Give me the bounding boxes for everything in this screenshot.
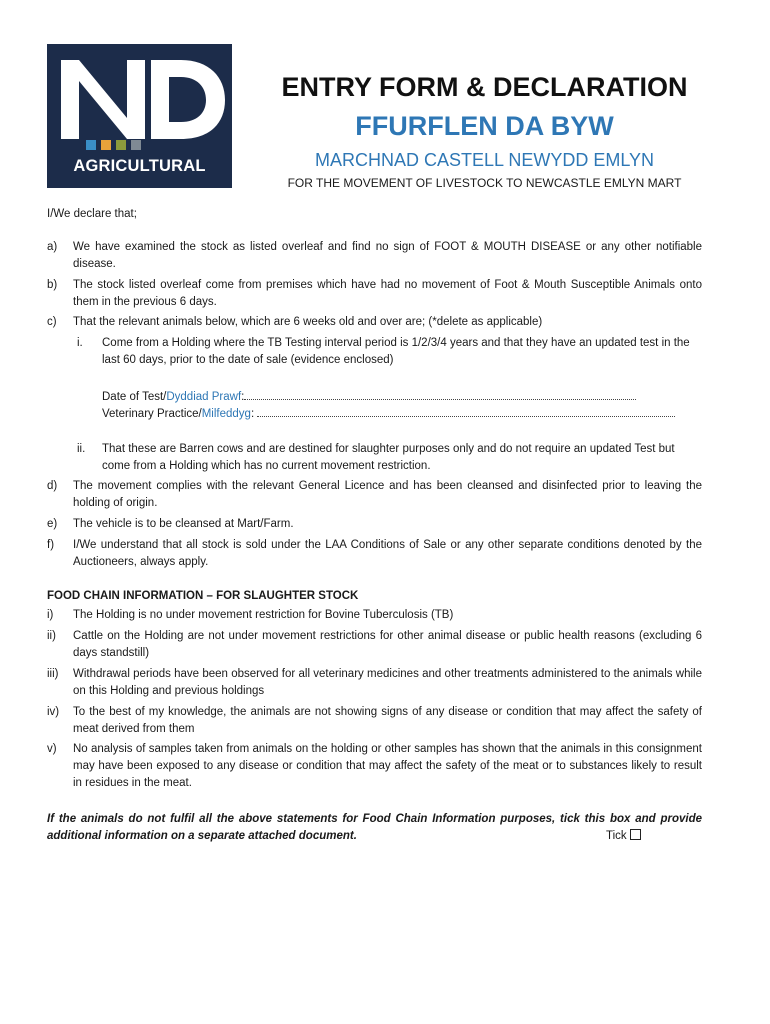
item-text: We have examined the stock as listed overleaf and find no sign of FOOT & MOUTH DISEASE or any other notifiable disease. — [73, 241, 702, 270]
item-text: Cattle on the Holding are not under movement restrictions for other animal disease or public health reasons (excluding 6 days standstill) — [73, 630, 702, 659]
date-of-test-label: Date of Test/ — [102, 391, 167, 403]
sub-item-label: i. — [77, 337, 83, 349]
nd-agricultural-logo — [47, 44, 232, 188]
declaration-intro: I/We declare that; — [47, 208, 137, 220]
item-text: That the relevant animals below, which are 6 weeks old and over are; (*delete as applicable) — [73, 316, 543, 328]
veterinary-practice-label: Veterinary Practice/ — [102, 408, 202, 420]
logo-square-blue — [86, 140, 96, 150]
item-label: c) — [47, 316, 57, 328]
logo-text: AGRICULTURAL — [73, 157, 206, 175]
item-label: f) — [47, 539, 55, 551]
item-label: iv) — [47, 706, 60, 718]
item-label: e) — [47, 518, 58, 530]
item-label: v) — [47, 743, 57, 755]
form-title-welsh: FFURFLEN DA BYW — [355, 111, 614, 141]
logo-square-orange — [101, 140, 111, 150]
sub-item-label: ii. — [77, 443, 86, 455]
item-text: I/We understand that all stock is sold under the LAA Conditions of Sale or any other separate conditions denoted by the Auctioneers, always apply. — [73, 539, 702, 568]
sub-item-text: That these are Barren cows and are destined for slaughter purposes only and do not require an updated Test but come from a Holding which has no current movement restriction. — [102, 443, 675, 472]
item-text: Withdrawal periods have been observed for all veterinary medicines and other treatments administered to the animals while on this Holding and previous holdings — [73, 668, 702, 697]
logo-square-green — [116, 140, 126, 150]
veterinary-practice-line[interactable] — [257, 405, 675, 417]
checkbox-icon[interactable] — [630, 829, 641, 840]
form-subtitle: FOR THE MOVEMENT OF LIVESTOCK TO NEWCASTLE EMLYN MART — [287, 176, 682, 190]
item-text: The movement complies with the relevant General Licence and has been cleansed and disinfected prior to leaving the holding of origin. — [73, 480, 702, 509]
item-text: No analysis of samples taken from animals on the holding or other samples has shown that the animals in this consignment may have been exposed to any disease or condition that may affect the safety of the meat or to substances likely to result in residues in the meat. — [73, 743, 702, 789]
item-label: ii) — [47, 630, 56, 642]
colon: : — [250, 408, 255, 420]
veterinary-practice-field[interactable] — [102, 405, 675, 423]
veterinary-practice-label-welsh: Milfeddyg — [201, 408, 251, 420]
item-text: To the best of my knowledge, the animals are not showing signs of any disease or condition that may affect the safety of meat derived from them — [73, 706, 702, 735]
sub-item-text: Come from a Holding where the TB Testing interval period is 1/2/3/4 years and that they have an updated test in the last 60 days, prior to the date of sale (evidence enclosed) — [102, 337, 690, 366]
date-of-test-label-welsh: Dyddiad Prawf — [166, 391, 242, 403]
item-label: iii) — [47, 668, 59, 680]
colon: : — [241, 391, 245, 403]
item-label: a) — [47, 241, 58, 253]
date-of-test-line[interactable] — [244, 388, 636, 400]
tick-checkbox[interactable] — [606, 828, 641, 845]
item-text: The Holding is no under movement restriction for Bovine Tuberculosis (TB) — [73, 609, 454, 621]
form-title: ENTRY FORM & DECLARATION — [281, 72, 688, 102]
item-label: b) — [47, 279, 58, 291]
market-name: MARCHNAD CASTELL NEWYDD EMLYN — [314, 150, 655, 170]
food-chain-statement: If the animals do not fulfil all the above statements for Food Chain Information purposes, tick this box and provide additional information on a separate attached document. — [47, 813, 702, 842]
item-text: The vehicle is to be cleansed at Mart/Farm. — [73, 518, 294, 530]
food-chain-heading: FOOD CHAIN INFORMATION – FOR SLAUGHTER STOCK — [47, 590, 359, 602]
logo-square-grey — [131, 140, 141, 150]
item-text: The stock listed overleaf come from premises which have had no movement of Foot & Mouth Susceptible Animals onto them in the previous 6 days. — [73, 279, 702, 308]
item-label: d) — [47, 480, 58, 492]
date-of-test-field[interactable] — [102, 388, 636, 406]
item-label: i) — [47, 609, 54, 621]
tick-label: Tick — [606, 830, 627, 842]
